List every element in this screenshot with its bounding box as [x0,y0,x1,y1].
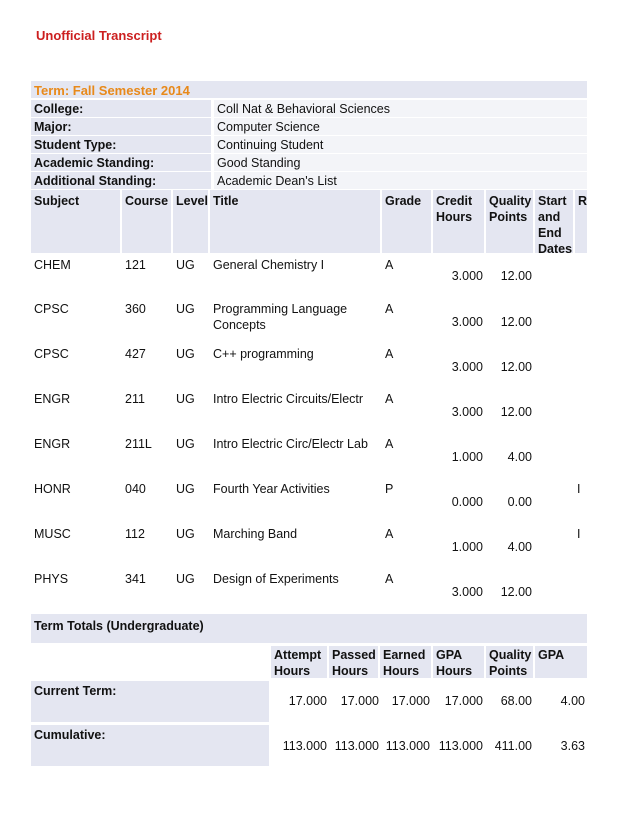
course-number: 360 [125,302,146,316]
course-subject: CPSC [34,302,69,316]
totals-header-quality-points: Quality Points [486,646,533,678]
totals-header-gpa-hours: GPA Hours [433,646,484,678]
course-level: UG [176,347,195,361]
info-value: Continuing Student [214,136,587,153]
course-number: 040 [125,482,146,496]
totals-attempt-hours: 113.000 [282,739,327,753]
course-title: Fourth Year Activities [213,482,330,496]
totals-passed-hours: 17.000 [340,694,379,708]
course-title: Programming Language Concepts [213,302,348,332]
totals-header-passed-hours: Passed Hours [329,646,378,678]
term-title: Term: Fall Semester 2014 [31,81,587,98]
course-quality-points: 4.00 [507,540,532,554]
course-subject: HONR [34,482,71,496]
totals-earned-hours: 113.000 [385,739,430,753]
course-title: Design of Experiments [213,572,339,586]
info-value: Computer Science [214,118,587,135]
course-quality-points: 12.00 [500,315,532,329]
course-grade: A [385,302,394,316]
info-label: Student Type: [31,136,211,153]
info-row-additional-standing [31,172,587,189]
course-level: UG [176,437,195,451]
course-quality-points: 12.00 [500,269,532,283]
info-label: Academic Standing: [31,154,211,171]
course-quality-points: 4.00 [507,450,532,464]
course-credit-hours: 3.000 [451,585,483,599]
course-level: UG [176,527,195,541]
info-label: Additional Standing: [31,172,211,189]
page-title: Unofficial Transcript [36,28,162,43]
totals-header-gpa: GPA [535,646,587,678]
header-r: R [575,190,587,253]
course-number: 341 [125,572,146,586]
totals-quality-points: 411.00 [494,739,532,753]
course-subject: CPSC [34,347,69,361]
course-level: UG [176,258,195,272]
course-credit-hours: 1.000 [451,540,483,554]
course-title: Marching Band [213,527,298,541]
course-level: UG [176,482,195,496]
info-row-academic-standing [31,154,587,171]
course-title: General Chemistry I [213,258,325,272]
totals-attempt-hours: 17.000 [288,694,327,708]
course-number: 121 [125,258,146,272]
course-grade: A [385,347,394,361]
course-credit-hours: 3.000 [451,405,483,419]
totals-gpa-hours: 17.000 [444,694,483,708]
course-credit-hours: 3.000 [451,315,483,329]
course-credit-hours: 0.000 [451,495,483,509]
totals-passed-hours: 113.000 [334,739,379,753]
header-level: Level [173,190,208,253]
totals-header-attempt-hours: Attempt Hours [271,646,327,678]
totals-earned-hours: 17.000 [391,694,430,708]
term-totals-title: Term Totals (Undergraduate) [31,614,587,643]
header-grade: Grade [382,190,431,253]
course-title: Intro Electric Circuits/Electr [213,392,364,406]
course-grade: A [385,437,394,451]
info-row-college [31,100,587,117]
course-subject: MUSC [34,527,71,541]
info-label: Major: [31,118,211,135]
totals-quality-points: 68.00 [500,694,532,708]
totals-header-earned-hours: Earned Hours [380,646,431,678]
totals-gpa: 4.00 [560,694,585,708]
course-level: UG [176,392,195,406]
course-quality-points: 0.00 [507,495,532,509]
totals-gpa-hours: 113.000 [438,739,483,753]
course-subject: CHEM [34,258,71,272]
course-credit-hours: 3.000 [451,269,483,283]
course-credit-hours: 3.000 [451,360,483,374]
course-number: 211L [125,437,152,451]
course-r: I [577,527,581,541]
info-value: Academic Dean's List [214,172,587,189]
info-value: Coll Nat & Behavioral Sciences [214,100,587,117]
course-number: 112 [125,527,145,541]
info-label: College: [31,100,211,117]
course-title: Intro Electric Circ/Electr Lab [213,437,368,451]
header-subject: Subject [31,190,120,253]
header-title: Title [210,190,380,253]
course-r: I [577,482,581,496]
totals-gpa: 3.63 [560,739,585,753]
course-subject: ENGR [34,437,71,451]
header-quality-points: Quality Points [486,190,533,253]
course-grade: P [385,482,394,496]
header-course: Course [122,190,171,253]
course-grade: A [385,527,394,541]
info-row-major [31,118,587,135]
course-quality-points: 12.00 [500,360,532,374]
info-row-student-type [31,136,587,153]
course-grade: A [385,572,394,586]
course-level: UG [176,302,195,316]
course-title: C++ programming [213,347,314,361]
totals-row-label: Current Term: [31,681,269,722]
course-grade: A [385,258,394,272]
header-credit-hours: Credit Hours [433,190,484,253]
course-number: 211 [125,392,145,406]
header-start-end-dates: Start and End Dates [535,190,573,253]
course-quality-points: 12.00 [500,585,532,599]
course-subject: PHYS [34,572,69,586]
course-level: UG [176,572,195,586]
course-grade: A [385,392,394,406]
info-value: Good Standing [214,154,587,171]
course-credit-hours: 1.000 [451,450,483,464]
course-quality-points: 12.00 [500,405,532,419]
course-subject: ENGR [34,392,71,406]
totals-row-label: Cumulative: [31,725,269,766]
course-number: 427 [125,347,146,361]
